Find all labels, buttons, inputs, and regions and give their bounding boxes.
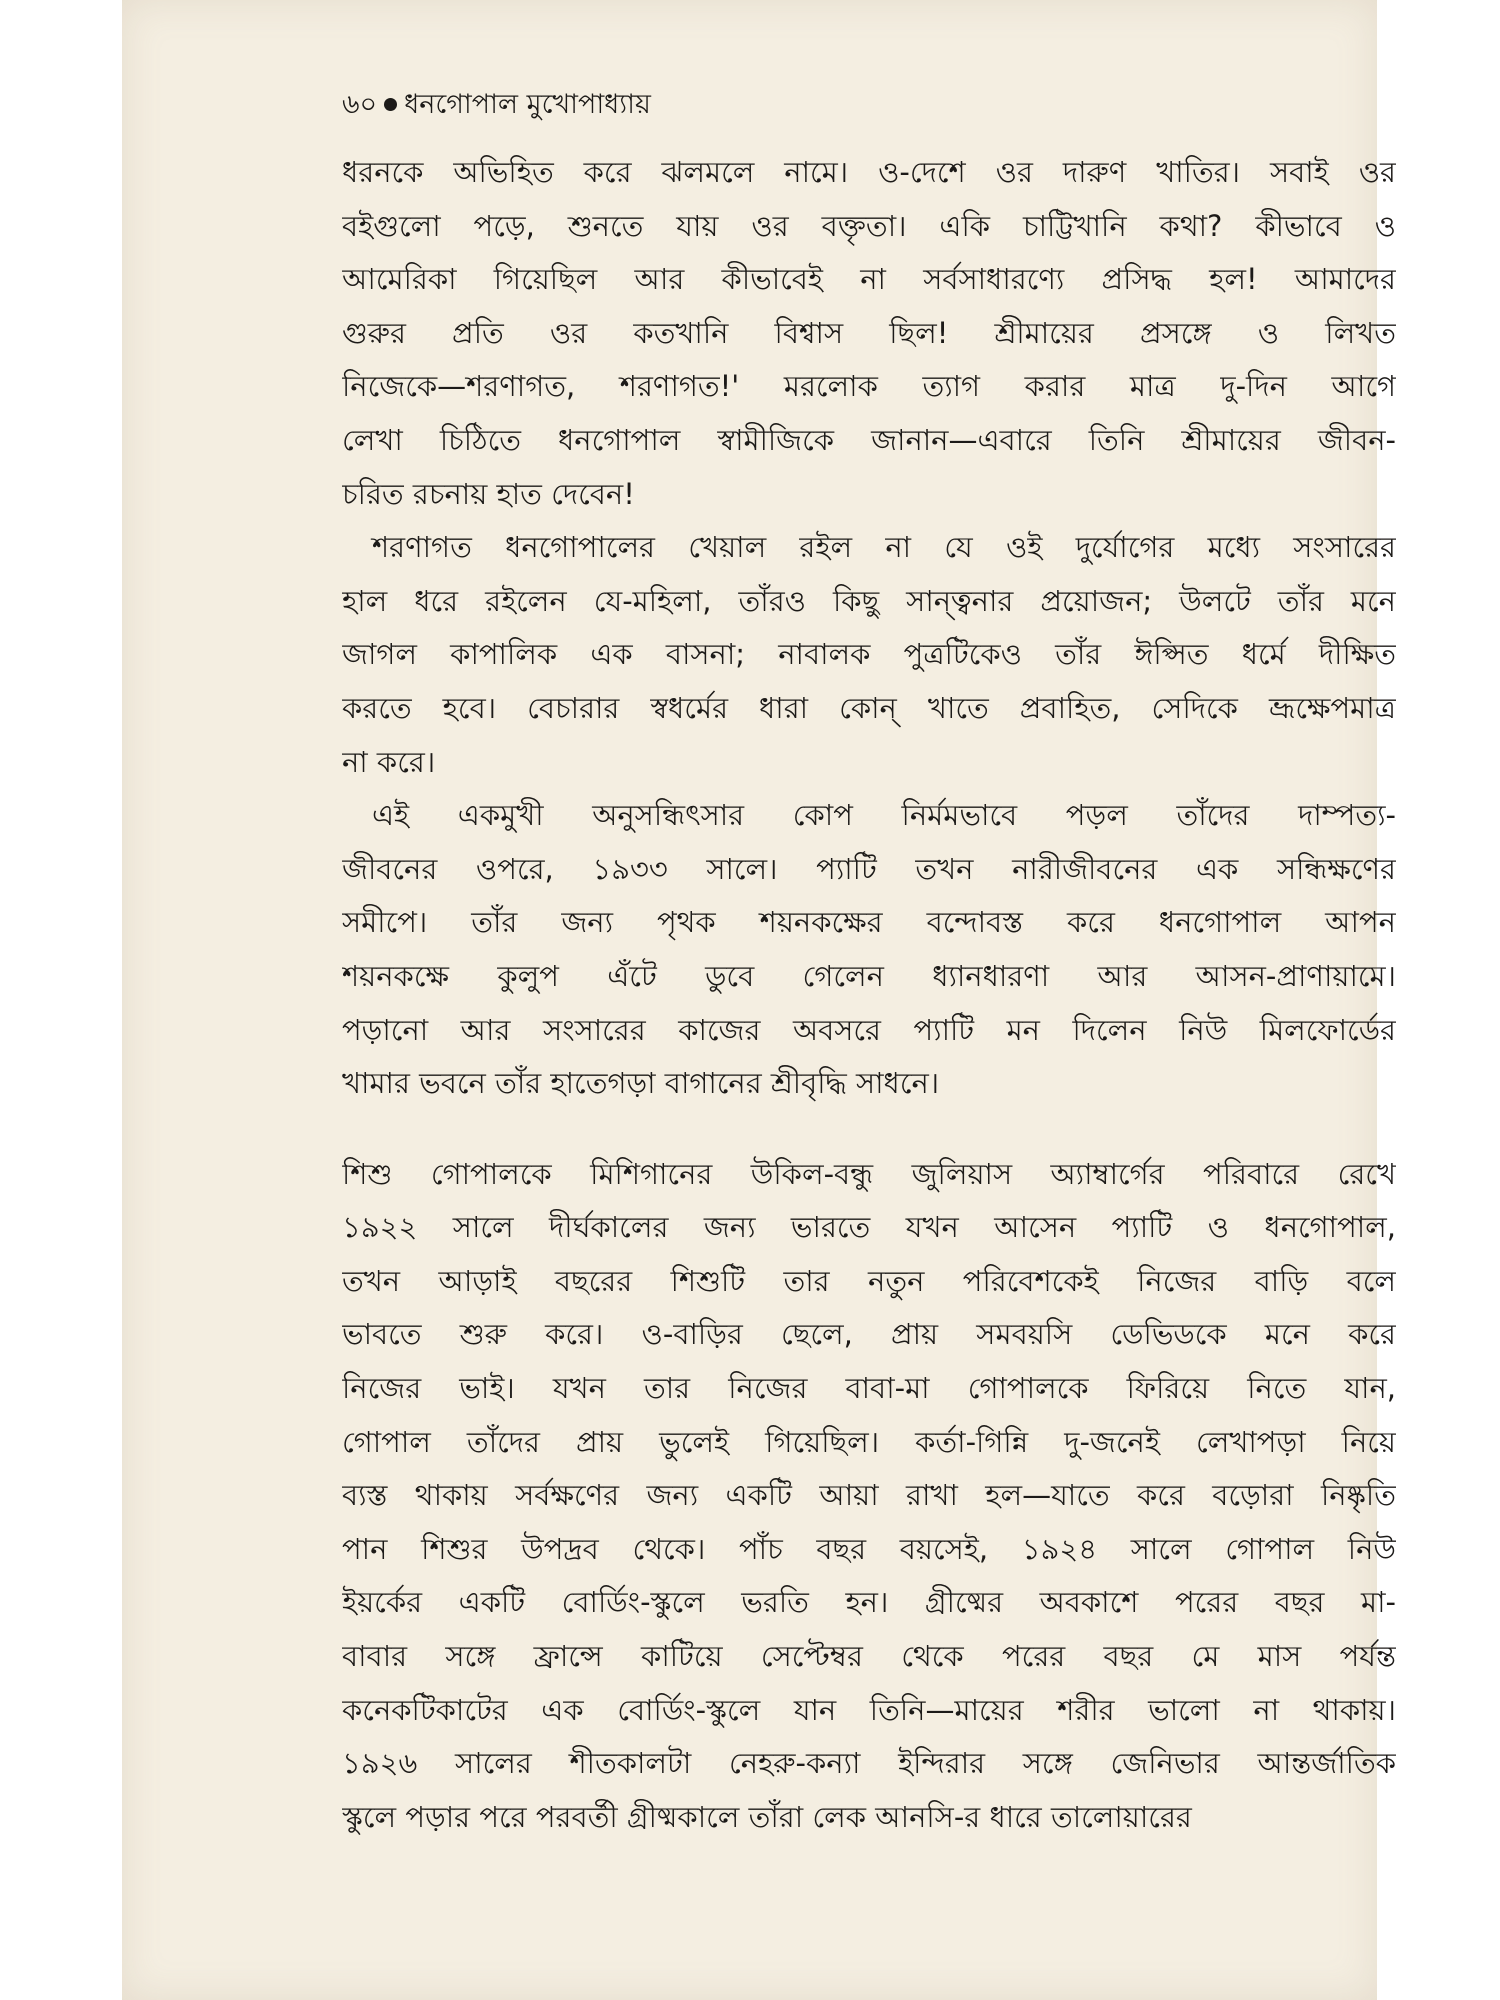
text-line: জীবনের ওপরে, ১৯৩৩ সালে। প্যাটি তখন নারীজীবনের এক সন্ধিক্ষণের <box>342 851 1396 886</box>
text-line: ১৯২৬ সালের শীতকালটা নেহরু-কন্যা ইন্দিরার সঙ্গে জেনিভার আন্তর্জাতিক <box>342 1746 1396 1781</box>
text-line: না করে। <box>342 744 436 779</box>
bullet-dot-icon <box>384 98 397 111</box>
book-page <box>122 0 1396 2000</box>
paragraph <box>342 146 1396 521</box>
text-line: পান শিশুর উপদ্রব থেকে। পাঁচ বছর বয়সেই, ১৯২৪ সালে গোপাল নিউ <box>342 1531 1396 1566</box>
text-line: নিজের ভাই। যখন তার নিজের বাবা-মা গোপালকে ফিরিয়ে নিতে যান, <box>342 1371 1396 1406</box>
text-line: ইয়র্কের একটি বোর্ডিং-স্কুলে ভরতি হন। গ্রীষ্মের অবকাশে পরের বছর মা- <box>342 1585 1396 1620</box>
page-body <box>342 146 1396 1844</box>
text-line: গুরুর প্রতি ওর কতখানি বিশ্বাস ছিল! শ্রীমায়ের প্রসঙ্গে ও লিখত <box>342 315 1396 350</box>
paragraph <box>342 789 1396 1111</box>
text-line: খামার ভবনে তাঁর হাতেগড়া বাগানের শ্রীবৃদ্ধি সাধনে। <box>342 1066 940 1101</box>
text-line: পড়ানো আর সংসারের কাজের অবসরে প্যাটি মন দিলেন নিউ মিলফোর্ডের <box>342 1012 1396 1047</box>
text-line: ব্যস্ত থাকায় সর্বক্ষণের জন্য একটি আয়া রাখা হল—যাতে করে বড়োরা নিষ্কৃতি <box>342 1478 1396 1513</box>
text-line: শরণাগত ধনগোপালের খেয়াল রইল না যে ওই দুর্যোগের মধ্যে সংসারের <box>372 530 1396 565</box>
text-line: করতে হবে। বেচারার স্বধর্মের ধারা কোন্ খাতে প্রবাহিত, সেদিকে ভ্রূক্ষেপমাত্র <box>342 690 1396 725</box>
paragraph <box>342 521 1396 789</box>
text-line: লেখা চিঠিতে ধনগোপাল স্বামীজিকে জানান—এবারে তিনি শ্রীমায়ের জীবন- <box>342 422 1396 457</box>
text-line: চরিত রচনায় হাত দেবেন! <box>342 476 635 511</box>
text-line: জাগল কাপালিক এক বাসনা; নাবালক পুত্রটিকেও তাঁর ঈপ্সিত ধর্মে দীক্ষিত <box>342 637 1396 672</box>
text-line: স্কুলে পড়ার পরে পরবর্তী গ্রীষ্মকালে তাঁরা লেক আনসি-র ধারে তালোয়ারের <box>342 1799 1192 1834</box>
section-gap <box>342 1111 1396 1148</box>
text-line: হাল ধরে রইলেন যে-মহিলা, তাঁরও কিছু সান্ত্বনার প্রয়োজন; উলটে তাঁর মনে <box>342 583 1396 618</box>
page-number: ৬০ <box>342 89 378 120</box>
text-line: তখন আড়াই বছরের শিশুটি তার নতুন পরিবেশকেই নিজের বাড়ি বলে <box>342 1263 1396 1298</box>
text-line: কনেকটিকাটের এক বোর্ডিং-স্কুলে যান তিনি—মায়ের শরীর ভালো না থাকায়। <box>342 1692 1396 1727</box>
text-line: আমেরিকা গিয়েছিল আর কীভাবেই না সর্বসাধারণ্যে প্রসিদ্ধ হল! আমাদের <box>342 262 1396 297</box>
book-title: ধনগোপাল মুখোপাধ্যায় <box>404 89 651 120</box>
text-line: বইগুলো পড়ে, শুনতে যায় ওর বক্তৃতা। একি চাট্টিখানি কথা? কীভাবে ও <box>342 208 1396 243</box>
running-header <box>342 84 651 129</box>
text-line: সমীপে। তাঁর জন্য পৃথক শয়নকক্ষের বন্দোবস্ত করে ধনগোপাল আপন <box>342 905 1396 940</box>
text-line: ভাবতে শুরু করে। ও-বাড়ির ছেলে, প্রায় সমবয়সি ডেভিডকে মনে করে <box>342 1317 1396 1352</box>
text-line: বাবার সঙ্গে ফ্রান্সে কাটিয়ে সেপ্টেম্বর থেকে পরের বছর মে মাস পর্যন্ত <box>342 1639 1396 1674</box>
text-line: নিজেকে—শরণাগত, শরণাগত!' মরলোক ত্যাগ করার মাত্র দু-দিন আগে <box>342 369 1396 404</box>
paragraph <box>342 1148 1396 1845</box>
text-line: শয়নকক্ষে কুলুপ এঁটে ডুবে গেলেন ধ্যানধারণা আর আসন-প্রাণায়ামে। <box>342 958 1396 993</box>
text-line: ধরনকে অভিহিত করে ঝলমলে নামে। ও-দেশে ওর দারুণ খাতির। সবাই ওর <box>342 155 1396 189</box>
text-line: ১৯২২ সালে দীর্ঘকালের জন্য ভারতে যখন আসেন প্যাটি ও ধনগোপাল, <box>342 1210 1396 1245</box>
text-line: শিশু গোপালকে মিশিগানের উকিল-বন্ধু জুলিয়াস অ্যাম্বার্গের পরিবারে রেখে <box>342 1156 1396 1191</box>
text-line: এই একমুখী অনুসন্ধিৎসার কোপ নির্মমভাবে পড়ল তাঁদের দাম্পত্য- <box>372 798 1396 833</box>
text-line: গোপাল তাঁদের প্রায় ভুলেই গিয়েছিল। কর্তা-গিন্নি দু-জনেই লেখাপড়া নিয়ে <box>342 1424 1396 1459</box>
